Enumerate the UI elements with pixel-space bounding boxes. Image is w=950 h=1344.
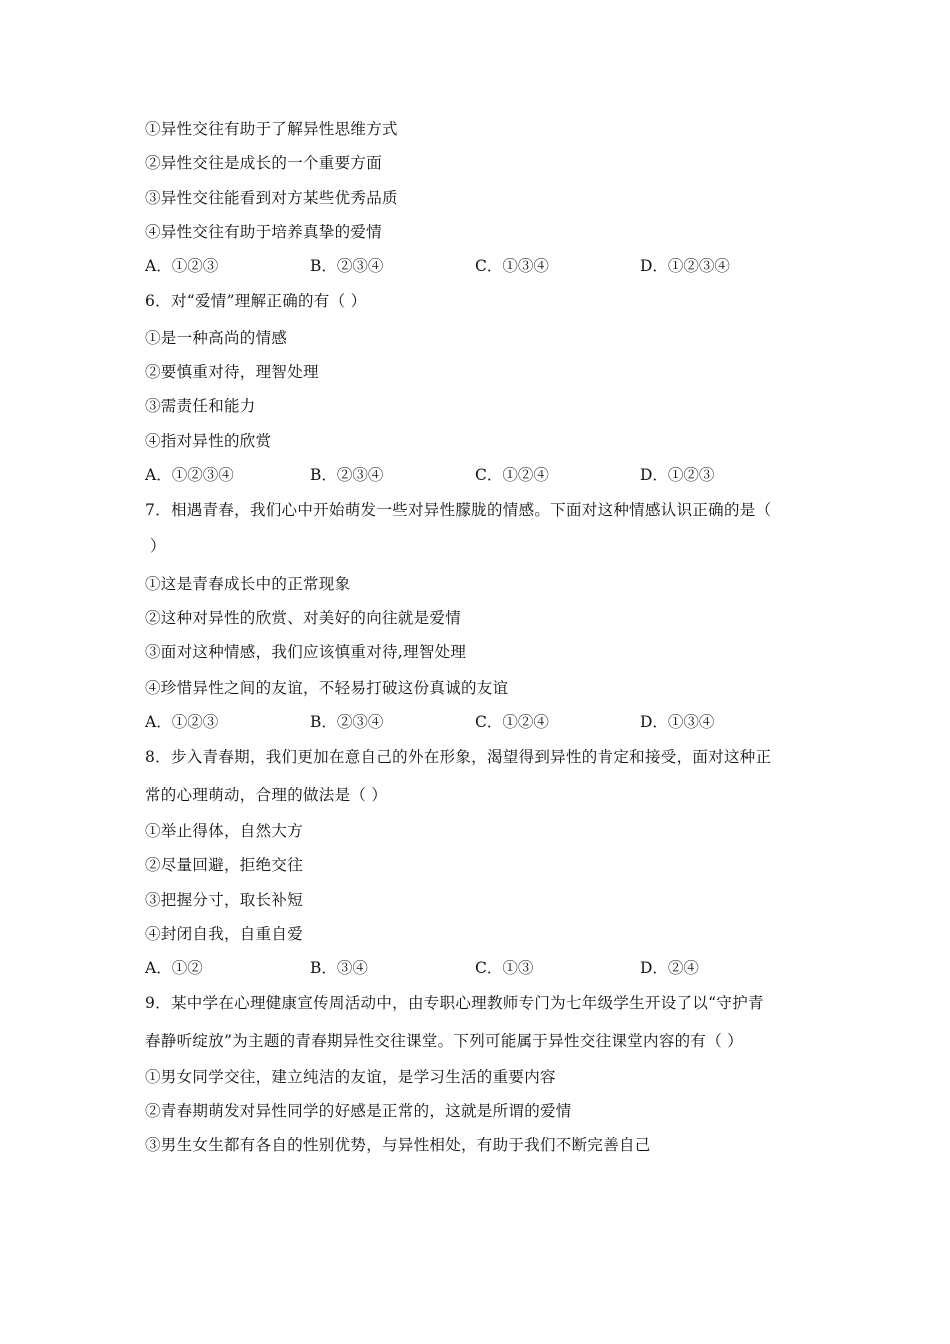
q8-item-2: ②尽量回避，拒绝交往 (145, 856, 304, 874)
q7-option-a[interactable]: A．①②③ (145, 713, 219, 731)
q5-item-3: ③异性交往能看到对方某些优秀品质 (145, 189, 398, 207)
q5-option-d[interactable]: D．①②③④ (640, 257, 730, 275)
q7-item-3: ③面对这种情感，我们应该慎重对待,理智处理 (145, 643, 467, 661)
q8-option-c[interactable]: C．①③ (475, 959, 534, 977)
q8-item-4: ④封闭自我，自重自爱 (145, 925, 304, 943)
q6-item-2: ②要慎重对待，理智处理 (145, 363, 319, 381)
q6-item-3: ③需责任和能力 (145, 397, 256, 415)
q9-stem-line-2: 春静听绽放”为主题的青春期异性交往课堂。下列可能属于异性交往课堂内容的有（ ） (145, 1032, 744, 1050)
q6-item-1: ①是一种高尚的情感 (145, 329, 288, 347)
q9-item-1: ①男女同学交往，建立纯洁的友谊，是学习生活的重要内容 (145, 1068, 556, 1086)
q7-options (145, 712, 825, 732)
q8-item-3: ③把握分寸，取长补短 (145, 891, 304, 909)
q6-stem: 6．对“爱情”理解正确的有（ ） (145, 292, 367, 310)
q9-item-3: ③男生女生都有各自的性别优势，与异性相处，有助于我们不断完善自己 (145, 1136, 651, 1154)
q7-item-2: ②这种对异性的欣赏、对美好的向往就是爱情 (145, 609, 462, 627)
q5-option-b[interactable]: B．②③④ (310, 257, 384, 275)
q9-stem-line-1: 9．某中学在心理健康宣传周活动中，由专职心理教师专门为七年级学生开设了以“守护青 (145, 994, 764, 1012)
q8-item-1: ①举止得体，自然大方 (145, 822, 304, 840)
q5-option-c[interactable]: C．①③④ (475, 257, 549, 275)
q5-item-1: ①异性交往有助于了解异性思维方式 (145, 120, 398, 138)
q7-option-d[interactable]: D．①③④ (640, 713, 715, 731)
q6-item-4: ④指对异性的欣赏 (145, 432, 272, 450)
q6-option-d[interactable]: D．①②③ (640, 466, 715, 484)
q7-item-1: ①这是青春成长中的正常现象 (145, 575, 351, 593)
q8-option-d[interactable]: D．②④ (640, 959, 699, 977)
q5-options (145, 256, 825, 276)
q7-option-b[interactable]: B．②③④ (310, 713, 384, 731)
q6-option-a[interactable]: A．①②③④ (145, 466, 234, 484)
q7-stem-line-1: 7．相遇青春，我们心中开始萌发一些对异性朦胧的情感。下面对这种情感认识正确的是（ (145, 501, 772, 519)
q8-stem-line-1: 8．步入青春期，我们更加在意自己的外在形象，渴望得到异性的肯定和接受，面对这种正 (145, 748, 772, 766)
q6-option-b[interactable]: B．②③④ (310, 466, 384, 484)
q5-option-a[interactable]: A．①②③ (145, 257, 219, 275)
q7-item-4: ④珍惜异性之间的友谊，不轻易打破这份真诚的友谊 (145, 679, 509, 697)
q6-options (145, 465, 825, 485)
q9-item-2: ②青春期萌发对异性同学的好感是正常的，这就是所谓的爱情 (145, 1102, 572, 1120)
q5-item-4: ④异性交往有助于培养真挚的爱情 (145, 223, 383, 241)
q6-option-c[interactable]: C．①②④ (475, 466, 549, 484)
q8-option-b[interactable]: B．③④ (310, 959, 368, 977)
q5-item-2: ②异性交往是成长的一个重要方面 (145, 154, 383, 172)
q7-stem-line-2: ） (150, 537, 166, 555)
q7-option-c[interactable]: C．①②④ (475, 713, 549, 731)
q8-option-a[interactable]: A．①② (145, 959, 203, 977)
q8-stem-line-2: 常的心理萌动，合理的做法是（ ） (145, 786, 388, 804)
q8-options (145, 958, 825, 978)
